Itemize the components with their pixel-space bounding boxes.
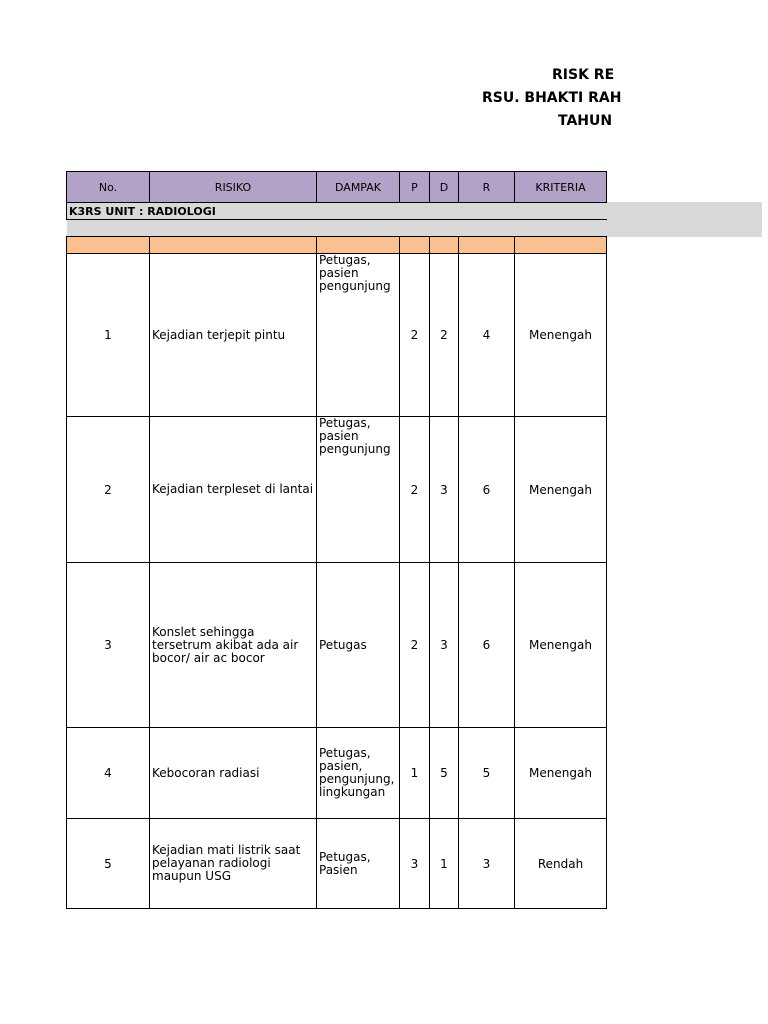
col-header-no: No.: [67, 172, 150, 203]
report-title-line3: TAHUN: [558, 113, 613, 129]
row-r: 6: [459, 417, 515, 563]
col-header-kriteria: KRITERIA: [515, 172, 607, 203]
report-title-line2: RSU. BHAKTI RAH: [482, 90, 622, 106]
row-no: 3: [67, 563, 150, 728]
row-r: 3: [459, 819, 515, 909]
unit-row: [67, 203, 607, 220]
row-d: 3: [430, 563, 459, 728]
row-p: 3: [400, 819, 430, 909]
row-dampak: Petugas, pasien, pengunjung, lingkungan: [317, 728, 400, 819]
row-risiko: Kejadian terpleset di lantai: [150, 417, 317, 563]
col-header-risiko: RISIKO: [150, 172, 317, 203]
risk-register-table: [66, 171, 607, 909]
row-no: 4: [67, 728, 150, 819]
unit-row-extension: [606, 202, 762, 237]
table-row: [67, 728, 607, 819]
row-dampak: Petugas, pasien pengunjung: [317, 417, 400, 563]
row-dampak: Petugas: [317, 563, 400, 728]
row-d: 3: [430, 417, 459, 563]
row-kriteria: Menengah: [515, 563, 607, 728]
table-row: [67, 563, 607, 728]
table-header-row: [67, 172, 607, 203]
row-risiko: Konslet sehingga tersetrum akibat ada air bocor/ air ac bocor: [150, 563, 317, 728]
row-risiko: Kebocoran radiasi: [150, 728, 317, 819]
row-kriteria: Menengah: [515, 417, 607, 563]
row-d: 1: [430, 819, 459, 909]
row-kriteria: Menengah: [515, 728, 607, 819]
section-row: [67, 237, 607, 254]
col-header-r: R: [459, 172, 515, 203]
table-row: [67, 417, 607, 563]
row-no: 2: [67, 417, 150, 563]
row-p: 2: [400, 254, 430, 417]
unit-label: K3RS UNIT : RADIOLOGI: [67, 203, 607, 220]
row-p: 2: [400, 417, 430, 563]
row-kriteria: Rendah: [515, 819, 607, 909]
table-row: [67, 254, 607, 417]
row-dampak: Petugas, Pasien: [317, 819, 400, 909]
row-p: 1: [400, 728, 430, 819]
row-risiko: Kejadian terjepit pintu: [150, 254, 317, 417]
row-kriteria: Menengah: [515, 254, 607, 417]
row-d: 5: [430, 728, 459, 819]
table-row: [67, 819, 607, 909]
row-r: 4: [459, 254, 515, 417]
row-d: 2: [430, 254, 459, 417]
row-no: 1: [67, 254, 150, 417]
row-dampak: Petugas, pasien pengunjung: [317, 254, 400, 417]
col-header-dampak: DAMPAK: [317, 172, 400, 203]
spacer-row: [67, 220, 607, 237]
col-header-d: D: [430, 172, 459, 203]
row-r: 6: [459, 563, 515, 728]
col-header-p: P: [400, 172, 430, 203]
row-r: 5: [459, 728, 515, 819]
row-no: 5: [67, 819, 150, 909]
row-p: 2: [400, 563, 430, 728]
row-risiko: Kejadian mati listrik saat pelayanan radiologi maupun USG: [150, 819, 317, 909]
report-title-line1: RISK RE: [552, 67, 615, 83]
